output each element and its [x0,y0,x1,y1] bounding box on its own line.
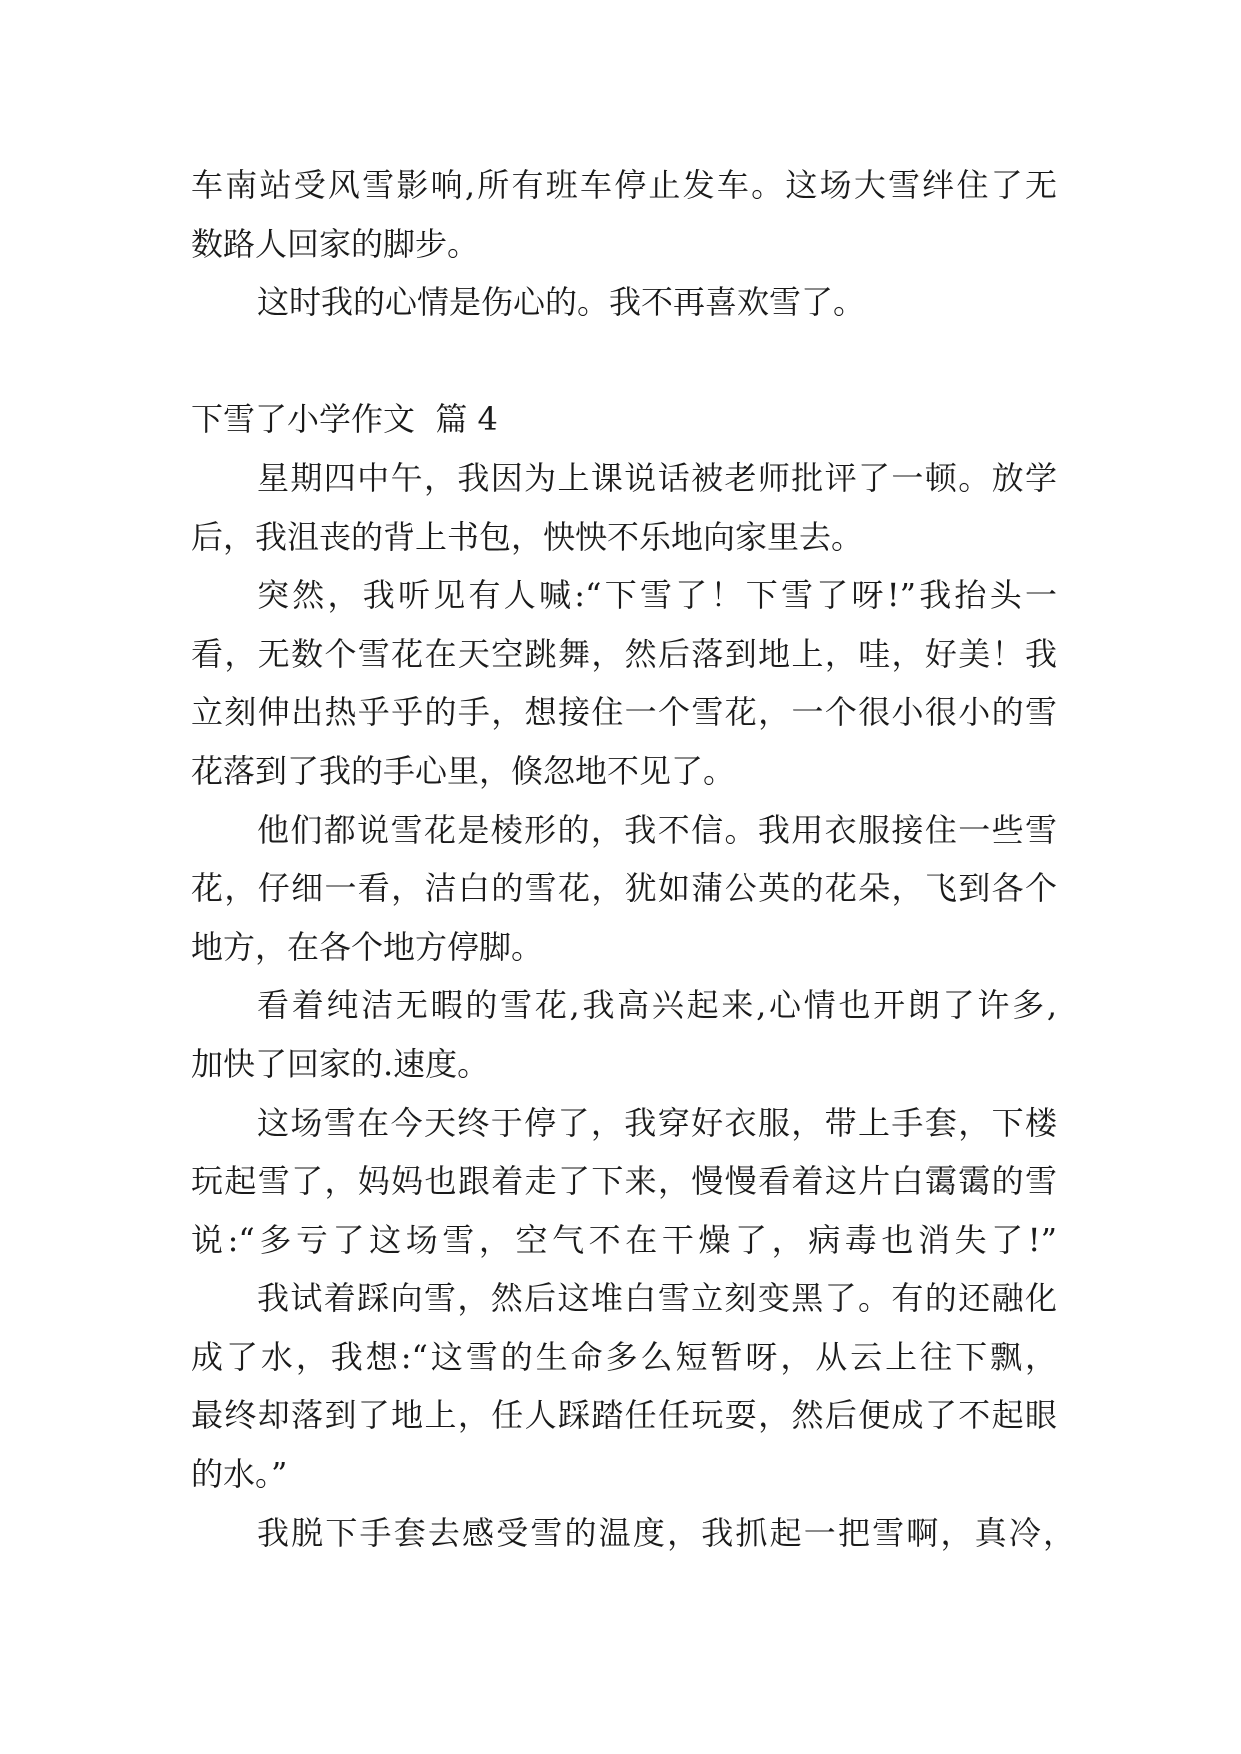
text-line: 最终却落到了地上，任人踩踏任任玩耍，然后便成了不起眼 [191,1396,1057,1435]
text-line: 这场雪在今天终于停了，我穿好衣服，带上手套，下楼 [257,1103,1057,1142]
paragraph [191,273,1057,332]
text-line: 我脱下手套去感受雪的温度，我抓起一把雪啊，真冷， [257,1513,1075,1552]
text-line: 后，我沮丧的背上书包，怏怏不乐地向家里去。 [191,517,864,556]
paragraph [191,1094,1057,1270]
text-line: 车南站受风雪影响,所有班车停止发车。这场大雪绊住了无 [191,166,1057,204]
text-line: 突然，我听见有人喊:“下雪了！下雪了呀!”我抬头一 [257,576,1057,615]
text-line: 立刻伸出热乎乎的手，想接住一个雪花，一个很小很小的雪 [191,693,1057,732]
paragraph [191,566,1057,800]
text-line: 看，无数个雪花在天空跳舞，然后落到地上，哇，好美！我 [191,634,1057,673]
text-line: 他们都说雪花是棱形的，我不信。我用衣服接住一些雪 [257,810,1057,849]
text-line: 这时我的心情是伤心的。我不再喜欢雪了。 [257,283,866,322]
text-line: 地方，在各个地方停脚。 [191,927,544,966]
paragraph [191,1504,1075,1563]
text-line: 的水。” [191,1455,288,1494]
paragraph [191,449,1057,566]
document-page [191,156,1075,1562]
spacer [191,332,1057,391]
text-line: 看着纯洁无暇的雪花,我高兴起来,心情也开朗了许多, [257,986,1057,1025]
paragraph [191,1269,1057,1503]
text-line: 说:“多亏了这场雪，空气不在干燥了，病毒也消失了!” [191,1220,1057,1259]
text-line: 加快了回家的.速度。 [191,1044,490,1083]
text-line: 花落到了我的手心里，倏忽地不见了。 [191,751,736,790]
text-line: 玩起雪了，妈妈也跟着走了下来，慢慢看着这片白霭霭的雪 [191,1162,1057,1201]
text-line: 我试着踩向雪，然后这堆白雪立刻变黑了。有的还融化 [257,1279,1057,1318]
text-line: 数路人回家的脚步。 [191,224,480,263]
essay-title: 下雪了小学作文 篇 4 [191,400,498,439]
paragraph [191,976,1057,1093]
text-line: 星期四中午，我因为上课说话被老师批评了一顿。放学 [257,458,1057,497]
paragraph [191,801,1057,977]
continued-paragraph [191,156,1057,273]
text-line: 成了水，我想:“这雪的生命多么短暂呀，从云上往下飘， [191,1337,1057,1376]
text-line: 花，仔细一看，洁白的雪花，犹如蒲公英的花朵，飞到各个 [191,869,1057,908]
